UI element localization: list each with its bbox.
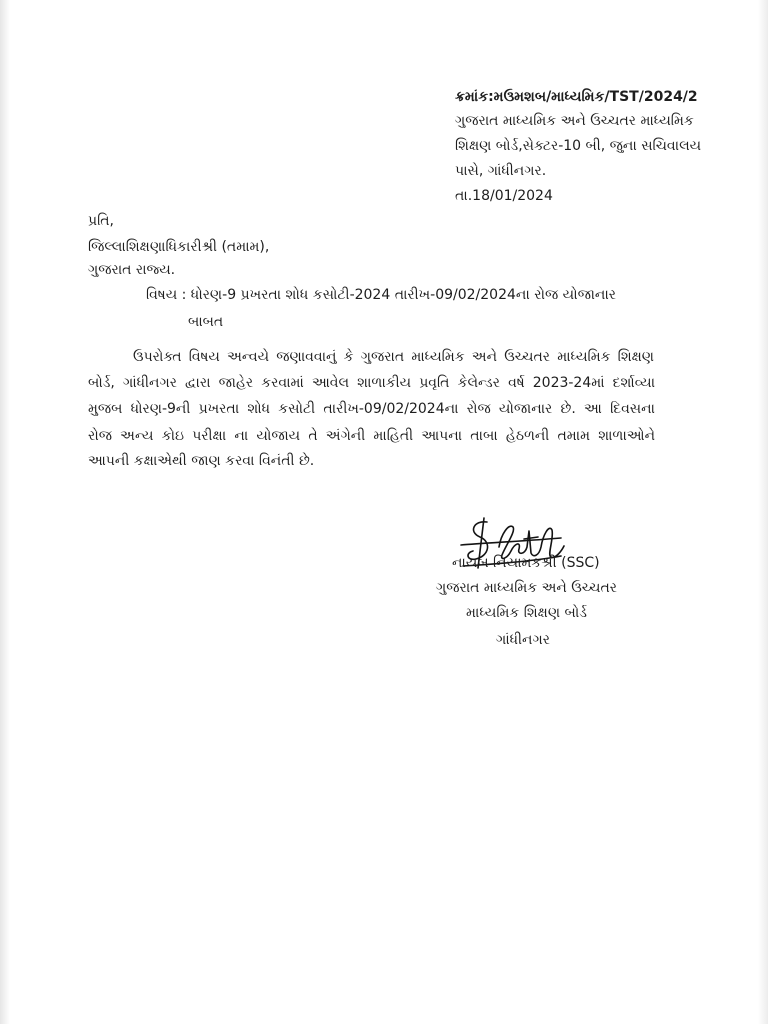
letter-date: તા.18/01/2024 <box>455 188 553 204</box>
recipient-salutation: પ્રતિ, <box>88 213 114 229</box>
signatory-office-line: માધ્યમિક શિક્ષણ બોર્ડ <box>466 605 587 621</box>
signatory-city: ગાંધીનગર <box>496 632 550 648</box>
body-line: રોજ અન્ય કોઇ પરીક્ષા ના યોજાય તે અંગેની માહિતી આપના તાબા હેઠળની તમામ શાળાઓને <box>88 428 655 444</box>
signatory-office-line: ગુજરાત માધ્યમિક અને ઉચ્ચતર <box>436 580 618 596</box>
subject-line-continuation: બાબત <box>188 314 224 330</box>
body-line: આપની કક્ષાએથી જાણ કરવા વિનંતી છે. <box>88 453 315 469</box>
body-line: બોર્ડ, ગાંધીનગર દ્વારા જાહેર કરવામાં આવેલ શાળાકીય પ્રવૃતિ કેલેન્ડર વર્ષ 2023-24માં દર્શાવ્યા <box>88 375 655 391</box>
body-line: મુજબ ધોરણ-9ની પ્રખરતા શોધ કસોટી તારીખ-09/02/2024ના રોજ યોજાનાર છે. આ દિવસના <box>88 401 655 417</box>
sender-address-line: ગુજરાત માધ્યમિક અને ઉચ્ચતર માધ્યમિક <box>455 113 694 129</box>
recipient-line: જિલ્લાશિક્ષણાધિકારીશ્રી (તમામ), <box>88 239 270 255</box>
sender-address-line: પાસે, ગાંધીનગર. <box>455 163 547 179</box>
body-line: ઉપરોક્ત વિષય અન્વયે જણાવવાનું કે ગુજરાત માધ્યમિક અને ઉચ્ચતર માધ્યમિક શિક્ષણ <box>133 349 654 365</box>
recipient-line: ગુજરાત રાજ્ય. <box>88 262 176 278</box>
sender-address-line: શિક્ષણ બોર્ડ,સેક્ટર-10 બી, જુના સચિવાલય <box>455 138 702 154</box>
signatory-designation: નાયબ નિયામકશ્રી (SSC) <box>452 555 600 571</box>
subject-line: વિષય : ધોરણ-9 પ્રખરતા શોધ કસોટી-2024 તારીખ-09/02/2024ના રોજ યોજાનાર <box>146 287 617 303</box>
reference-number: ક્રમાંક:મઉમશબ/માધ્યમિક/TST/2024/2 <box>455 89 698 105</box>
